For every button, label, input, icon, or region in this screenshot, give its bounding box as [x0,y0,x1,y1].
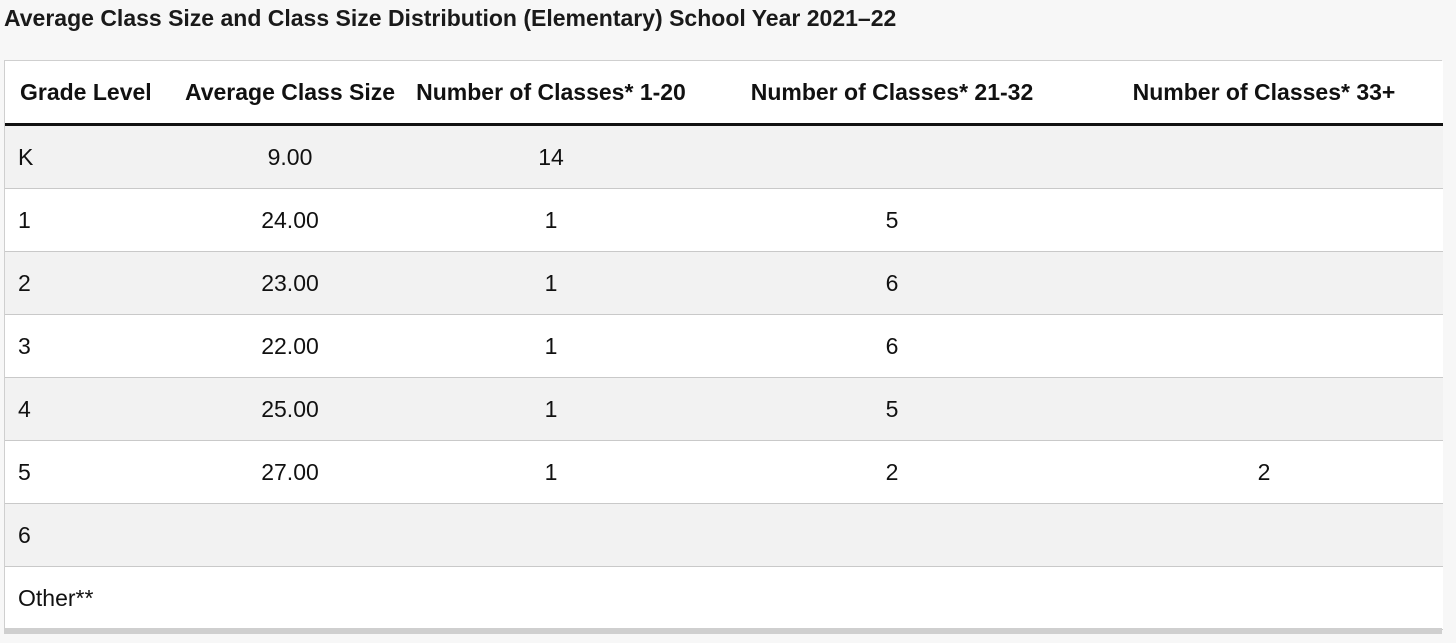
cell-classes-33-plus [1085,378,1443,441]
cell-classes-21-32: 5 [699,378,1085,441]
table-row [5,125,1443,189]
cell-classes-33-plus [1085,567,1443,630]
cell-grade-level: 6 [5,504,177,567]
cell-classes-1-20 [403,504,699,567]
cell-grade-level: 1 [5,189,177,252]
cell-classes-33-plus [1085,125,1443,189]
cell-grade-level: 5 [5,441,177,504]
table-header-row [5,61,1443,125]
cell-classes-33-plus [1085,189,1443,252]
cell-classes-21-32 [699,504,1085,567]
cell-classes-1-20 [403,567,699,630]
header-average-class-size: Average Class Size [177,61,403,125]
horizontal-scrollbar[interactable] [4,628,1442,634]
cell-classes-21-32: 2 [699,441,1085,504]
cell-average-class-size: 27.00 [177,441,403,504]
cell-classes-1-20: 1 [403,252,699,315]
header-grade-level: Grade Level [5,61,177,125]
table-row [5,504,1443,567]
cell-grade-level: K [5,125,177,189]
cell-average-class-size: 24.00 [177,189,403,252]
cell-average-class-size [177,567,403,630]
cell-classes-21-32: 5 [699,189,1085,252]
header-classes-1-20: Number of Classes* 1-20 [403,61,699,125]
cell-classes-33-plus: 2 [1085,441,1443,504]
table-row [5,252,1443,315]
cell-grade-level: Other** [5,567,177,630]
class-size-table-frame [4,60,1442,632]
table-row [5,189,1443,252]
table-row [5,567,1443,630]
cell-classes-33-plus [1085,252,1443,315]
table-row [5,378,1443,441]
header-classes-33-plus: Number of Classes* 33+ [1085,61,1443,125]
header-classes-21-32: Number of Classes* 21-32 [699,61,1085,125]
table-row [5,315,1443,378]
table-caption: Average Class Size and Class Size Distribution (Elementary) School Year 2021–22 [4,5,897,31]
cell-classes-21-32 [699,567,1085,630]
cell-average-class-size: 9.00 [177,125,403,189]
class-size-table [5,61,1443,630]
cell-classes-33-plus [1085,315,1443,378]
cell-grade-level: 2 [5,252,177,315]
cell-classes-1-20: 1 [403,378,699,441]
cell-classes-21-32 [699,125,1085,189]
cell-grade-level: 3 [5,315,177,378]
cell-classes-21-32: 6 [699,252,1085,315]
cell-classes-1-20: 1 [403,315,699,378]
cell-grade-level: 4 [5,378,177,441]
cell-average-class-size: 22.00 [177,315,403,378]
cell-classes-33-plus [1085,504,1443,567]
cell-classes-1-20: 1 [403,441,699,504]
cell-classes-21-32: 6 [699,315,1085,378]
cell-classes-1-20: 1 [403,189,699,252]
table-row [5,441,1443,504]
cell-average-class-size [177,504,403,567]
cell-average-class-size: 25.00 [177,378,403,441]
cell-average-class-size: 23.00 [177,252,403,315]
cell-classes-1-20: 14 [403,125,699,189]
